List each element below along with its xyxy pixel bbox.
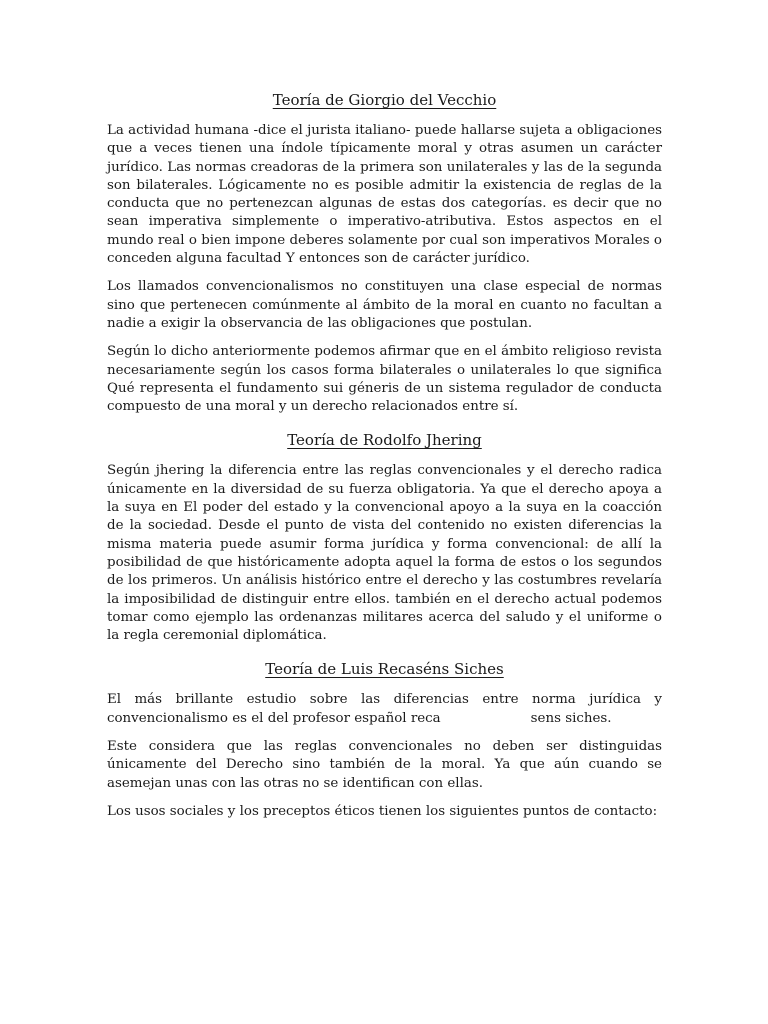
section-title-recasens: Teoría de Luis Recaséns Siches <box>265 660 504 679</box>
paragraph-recasens-1 <box>107 691 662 728</box>
paragraph-vecchio-2: Los llamados convencionalismos no constituyen una clase especial de normas sino que pertenecen comúnmente al ámbito de la moral en cuanto no facultan a nadie a exigir la observancia de las obligaciones que postulan. <box>107 279 662 331</box>
paragraph-recasens-2: Este considera que las reglas convencionales no deben ser distinguidas únicamente del Derecho sino también de la moral. Ya que aún cuando se asemejan unas con las otras no se identifican con ellas. <box>107 739 662 791</box>
section-title-vecchio: Teoría de Giorgio del Vecchio <box>272 91 497 109</box>
paragraph-vecchio-3: Según lo dicho anteriormente podemos afirmar que en el ámbito religioso revista necesariamente según los casos forma bilaterales o unilaterales lo que significa Qué representa el fundamento sui géneris de un sistema regulador de conducta compuesto de una moral y un derecho relacionados entre sí. <box>107 344 662 415</box>
paragraph-recasens-3: Los usos sociales y los preceptos éticos tienen los siguientes puntos de contacto: <box>107 803 658 819</box>
paragraph-vecchio-1: La actividad humana -dice el jurista italiano- puede hallarse sujeta a obligaciones que a veces tienen una índole típicamente moral y otras asumen un carácter jurídico. Las normas creadoras de la primera son unilaterales y las de la segunda son bilaterales. Lógicamente no es posible admitir la existencia de reglas de la conducta que no pertenezcan algunas de estas dos categorías. es decir que no sean imperativa simplemente o imperativo-atributiva. Estos aspectos en el mundo real o bien impone deberes solamente por cual son imperativos Morales o conceden alguna facultad Y entonces son de carácter jurídico. <box>107 123 662 267</box>
paragraph-recasens-1-start: El más brillante estudio sobre las diferencias entre norma jurídica y convencionalismo es el del profesor español reca <box>107 692 662 726</box>
paragraph-recasens-1-end: sens siches. <box>530 710 612 726</box>
section-title-jhering: Teoría de Rodolfo Jhering <box>287 431 482 450</box>
document-page <box>107 90 662 831</box>
paragraph-jhering-1: Según jhering la diferencia entre las reglas convencionales y el derecho radica únicamente en la diversidad de su fuerza obligatoria. Ya que el derecho apoya a la suya en El poder del estado y la convencional apoyo a la suya en la coacción de la sociedad. Desde el punto de vista del contenido no existen diferencias la misma materia puede asumir forma jurídica y forma convencional: de allí la posibilidad de que históricamente adopta aquel la forma de estos o los segundos de los primeros. Un análisis histórico entre el derecho y las costumbres revelaría la imposibilidad de distinguir entre ellos. también en el derecho actual podemos tomar como ejemplo las ordenanzas militares acerca del saludo y el uniforme o la regla ceremonial diplomática. <box>107 463 662 644</box>
